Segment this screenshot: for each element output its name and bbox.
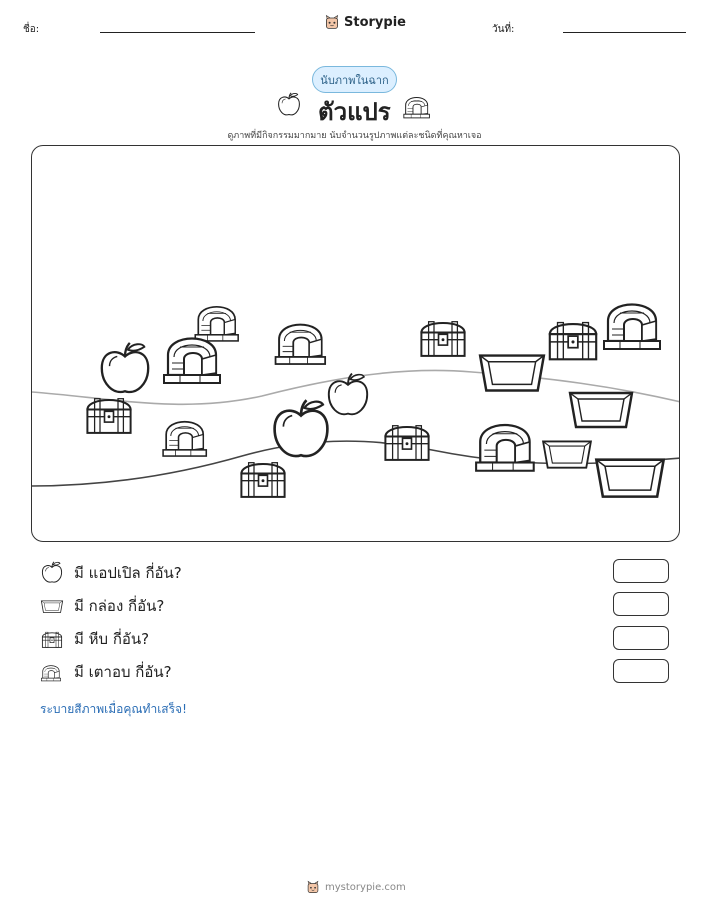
page-title: ตัวแปร [318,98,391,126]
question-box [40,593,164,619]
question-text: มี กล่อง กี่อัน? [74,597,165,615]
treasure-chest-icon [421,322,464,356]
question-apple [40,560,182,586]
box-icon [543,441,591,467]
coloring-note: ระบายสีภาพเมื่อคุณทำเสร็จ! [40,702,187,716]
brand-logo [324,14,406,30]
treasure-chest-icon [385,426,428,460]
oven-icon [476,425,534,471]
footer-brand [306,880,406,894]
question-text: มี หีบ กี่อัน? [74,630,150,648]
oven-icon [195,307,238,341]
oven-icon [163,422,206,456]
name-field[interactable] [100,32,255,33]
question-chest [40,626,149,652]
box-icon [480,356,544,391]
question-oven [40,659,172,685]
name-label: ชื่อ: [23,24,40,35]
box-icon [596,460,663,497]
brand-name: Storypie [344,14,406,30]
instruction-text: ดูภาพที่มีกิจกรรมมากมาย นับจำนวนรูปภาพแต่ละชนิดที่คุณหาเจอ [227,131,482,141]
title-apple-icon [276,92,302,118]
footer-site: mystorypie.com [325,881,406,893]
treasure-chest-icon [550,323,596,360]
oven-icon [276,325,326,364]
treasure-chest-icon [87,399,130,433]
apple-icon [102,343,148,392]
answer-box-apple[interactable] [613,559,669,583]
apple-icon [275,400,328,456]
date-field[interactable] [563,32,686,33]
box-icon [40,596,64,616]
activity-pill: นับภาพในฉาก [312,66,397,93]
title-oven-icon [402,92,434,120]
question-text: มี เตาอบ กี่อัน? [74,663,172,681]
storypie-mascot-icon [306,880,320,894]
oven-icon [604,305,660,350]
answer-box-oven[interactable] [613,659,669,683]
oven-icon [164,339,220,384]
answer-box-box[interactable] [613,592,669,616]
box-icon [570,393,632,427]
counting-scene [31,145,680,542]
answer-box-chest[interactable] [613,626,669,650]
date-label: วันที่: [492,24,515,35]
question-text: มี แอปเปิล กี่อัน? [74,564,182,582]
apple-icon [40,561,64,585]
storypie-mascot-icon [324,14,340,30]
treasure-chest-icon [241,463,284,497]
scene-illustration [32,146,680,542]
treasure-chest-icon [40,628,64,650]
oven-icon [40,661,64,683]
